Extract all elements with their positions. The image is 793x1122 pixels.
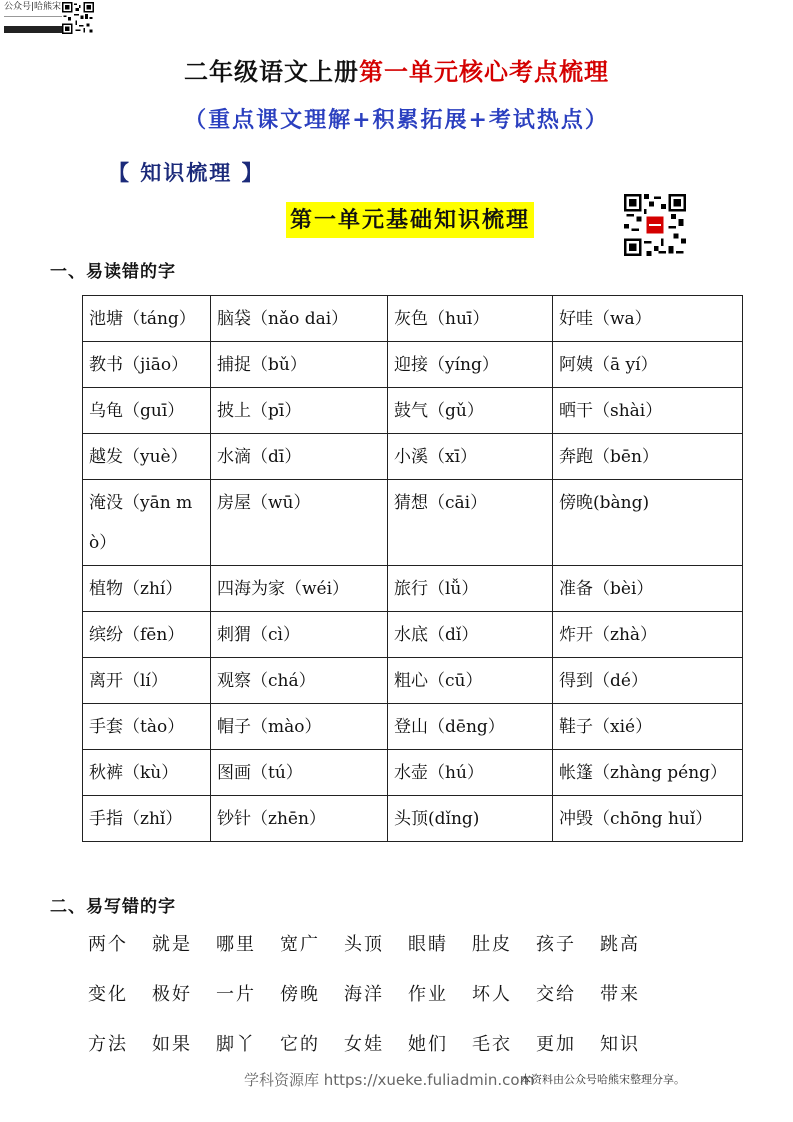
table-cell: 登山（dēng） — [388, 704, 553, 750]
word-item: 坏人 — [472, 984, 512, 1005]
table-row — [83, 658, 743, 704]
table-cell: 手套（tào） — [83, 704, 211, 750]
table-row — [83, 480, 743, 566]
table-cell: 房屋（wū） — [211, 480, 388, 566]
table-cell: 手指（zhǐ） — [83, 796, 211, 842]
misread-words-table — [82, 295, 743, 842]
table-cell: 奔跑（bēn） — [553, 434, 743, 480]
knowledge-heading: 【 知识梳理 】 — [108, 160, 265, 185]
word-item: 作业 — [408, 984, 448, 1005]
word-item: 毛衣 — [472, 1034, 512, 1055]
table-cell: 刺猬（cì） — [211, 612, 388, 658]
word-row — [88, 918, 728, 968]
table-row — [83, 566, 743, 612]
table-cell: 离开（lí） — [83, 658, 211, 704]
table-cell: 得到（dé） — [553, 658, 743, 704]
miswrite-words-list — [88, 918, 728, 1068]
word-item: 知识 — [600, 1034, 640, 1055]
table-cell: 缤纷（fēn） — [83, 612, 211, 658]
table-cell: 晒干（shài） — [553, 388, 743, 434]
table-cell: 准备（bèi） — [553, 566, 743, 612]
table-row — [83, 434, 743, 480]
table-cell: 池塘（táng） — [83, 296, 211, 342]
table-cell: 教书（jiāo） — [83, 342, 211, 388]
table-cell: 淹没（yān mò） — [83, 480, 211, 566]
footer-note: 本资料由公众号哈熊宋整理分享。 — [520, 1073, 685, 1086]
word-item: 极好 — [152, 984, 192, 1005]
section-heading-misread: 一、易读错的字 — [50, 262, 176, 282]
qr-code-large — [624, 194, 686, 256]
table-row — [83, 612, 743, 658]
word-item: 她们 — [408, 1034, 448, 1055]
header-dark-bar — [4, 26, 62, 33]
table-row — [83, 388, 743, 434]
table-cell: 水底（dǐ） — [388, 612, 553, 658]
word-item: 方法 — [88, 1034, 128, 1055]
word-item: 两个 — [88, 934, 128, 955]
table-row — [83, 796, 743, 842]
table-cell: 越发（yuè） — [83, 434, 211, 480]
table-cell: 旅行（lǚ） — [388, 566, 553, 612]
word-item: 肚皮 — [472, 934, 512, 955]
page-subtitle: （重点课文理解+积累拓展+考试热点） — [184, 107, 609, 133]
table-cell: 炸开（zhà） — [553, 612, 743, 658]
table-cell: 迎接（yíng） — [388, 342, 553, 388]
table-cell: 捕捉（bǔ） — [211, 342, 388, 388]
table-cell: 鞋子（xié） — [553, 704, 743, 750]
table-cell: 鼓气（gǔ） — [388, 388, 553, 434]
word-item: 哪里 — [216, 934, 256, 955]
header-tags — [4, 16, 62, 25]
word-row — [88, 968, 728, 1018]
footer-watermark: 学科资源库 https://xueke.fuliadmin.com — [244, 1071, 535, 1089]
table-cell: 四海为家（wéi） — [211, 566, 388, 612]
word-item: 傍晚 — [280, 984, 320, 1005]
word-item: 宽广 — [280, 934, 320, 955]
word-item: 孩子 — [536, 934, 576, 955]
table-cell: 乌龟（guī） — [83, 388, 211, 434]
word-item: 一片 — [216, 984, 256, 1005]
word-item: 脚丫 — [216, 1034, 256, 1055]
word-item: 海洋 — [344, 984, 384, 1005]
table-cell: 植物（zhí） — [83, 566, 211, 612]
table-cell: 傍晚(bàng) — [553, 480, 743, 566]
table-cell: 水滴（dī） — [211, 434, 388, 480]
word-item: 眼睛 — [408, 934, 448, 955]
table-cell: 披上（pī） — [211, 388, 388, 434]
table-cell: 好哇（wa） — [553, 296, 743, 342]
section-heading-miswrite: 二、易写错的字 — [50, 897, 176, 917]
table-cell: 水壶（hú） — [388, 750, 553, 796]
table-cell: 图画（tú） — [211, 750, 388, 796]
word-item: 更加 — [536, 1034, 576, 1055]
section-banner: 第一单元基础知识梳理 — [286, 202, 534, 238]
table-row — [83, 750, 743, 796]
word-item: 带来 — [600, 984, 640, 1005]
table-row — [83, 704, 743, 750]
brand-text: 公众号|哈熊宋 — [4, 2, 62, 12]
table-cell: 猜想（cāi） — [388, 480, 553, 566]
table-cell: 脑袋（nǎo dai） — [211, 296, 388, 342]
word-item: 它的 — [280, 1034, 320, 1055]
table-cell: 阿姨（ā yí） — [553, 342, 743, 388]
table-cell: 灰色（huī） — [388, 296, 553, 342]
word-row — [88, 1018, 728, 1068]
page-title — [0, 52, 793, 87]
word-item: 跳高 — [600, 934, 640, 955]
title-red: 第一单元核心考点梳理 — [359, 57, 609, 86]
table-row — [83, 342, 743, 388]
title-black: 二年级语文上册 — [184, 57, 359, 86]
word-item: 如果 — [152, 1034, 192, 1055]
table-cell: 帐篷（zhàng péng） — [553, 750, 743, 796]
word-item: 头顶 — [344, 934, 384, 955]
table-cell: 粗心（cū） — [388, 658, 553, 704]
table-cell: 头顶(dǐng) — [388, 796, 553, 842]
word-item: 女娃 — [344, 1034, 384, 1055]
qr-code-small — [62, 2, 94, 34]
table-cell: 冲毁（chōng huǐ） — [553, 796, 743, 842]
word-item: 就是 — [152, 934, 192, 955]
table-cell: 钞针（zhēn） — [211, 796, 388, 842]
word-item: 交给 — [536, 984, 576, 1005]
table-cell: 帽子（mào） — [211, 704, 388, 750]
word-item: 变化 — [88, 984, 128, 1005]
table-cell: 小溪（xī） — [388, 434, 553, 480]
table-cell: 秋裤（kù） — [83, 750, 211, 796]
table-row — [83, 296, 743, 342]
table-cell: 观察（chá） — [211, 658, 388, 704]
